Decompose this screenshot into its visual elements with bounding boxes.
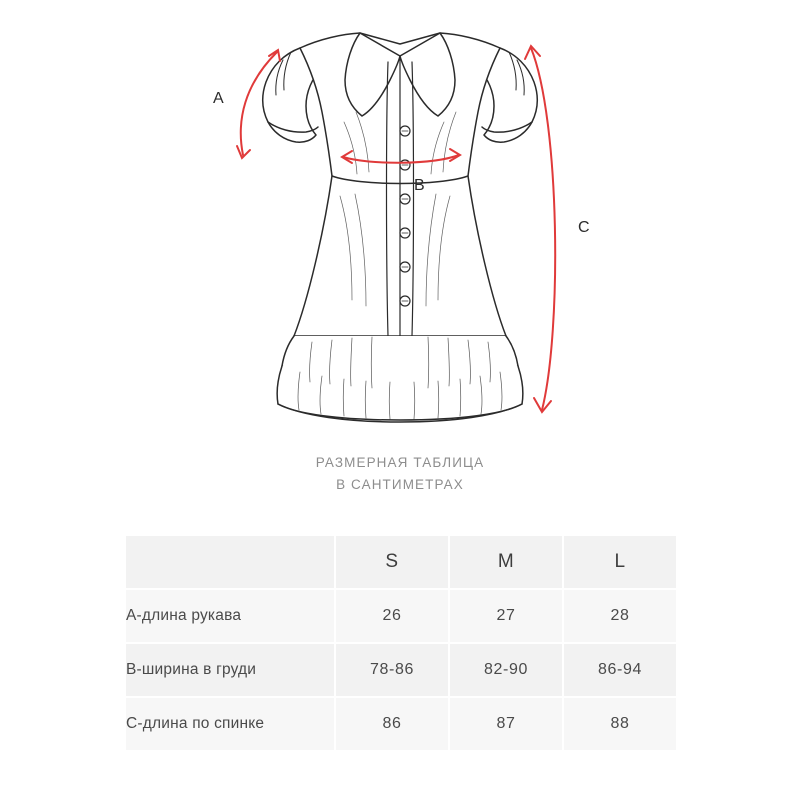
table-header-row xyxy=(125,535,677,589)
cell-back-length-m: 87 xyxy=(449,697,563,751)
table-corner-cell xyxy=(125,535,335,589)
table-row xyxy=(125,589,677,643)
cell-back-length-l: 88 xyxy=(563,697,677,751)
size-table xyxy=(124,534,678,752)
measure-label-c: C xyxy=(578,219,590,236)
column-header-l: L xyxy=(563,535,677,589)
table-row xyxy=(125,697,677,751)
caption-line-2: В САНТИМЕТРАХ xyxy=(336,477,464,492)
row-label-sleeve-length: A-длина рукава xyxy=(125,589,335,643)
cell-sleeve-length-s: 26 xyxy=(335,589,449,643)
measure-label-b: B xyxy=(414,177,425,194)
cell-sleeve-length-m: 27 xyxy=(449,589,563,643)
row-label-chest-width: B-ширина в груди xyxy=(125,643,335,697)
table-row xyxy=(125,643,677,697)
measure-label-a: A xyxy=(213,90,224,107)
column-header-m: M xyxy=(449,535,563,589)
row-label-back-length: C-длина по спинке xyxy=(125,697,335,751)
caption-line-1: РАЗМЕРНАЯ ТАБЛИЦА xyxy=(315,455,485,470)
chart-caption xyxy=(0,452,800,496)
column-header-s: S xyxy=(335,535,449,589)
cell-chest-width-m: 82-90 xyxy=(449,643,563,697)
cell-sleeve-length-l: 28 xyxy=(563,589,677,643)
cell-back-length-s: 86 xyxy=(335,697,449,751)
cell-chest-width-l: 86-94 xyxy=(563,643,677,697)
cell-chest-width-s: 78-86 xyxy=(335,643,449,697)
